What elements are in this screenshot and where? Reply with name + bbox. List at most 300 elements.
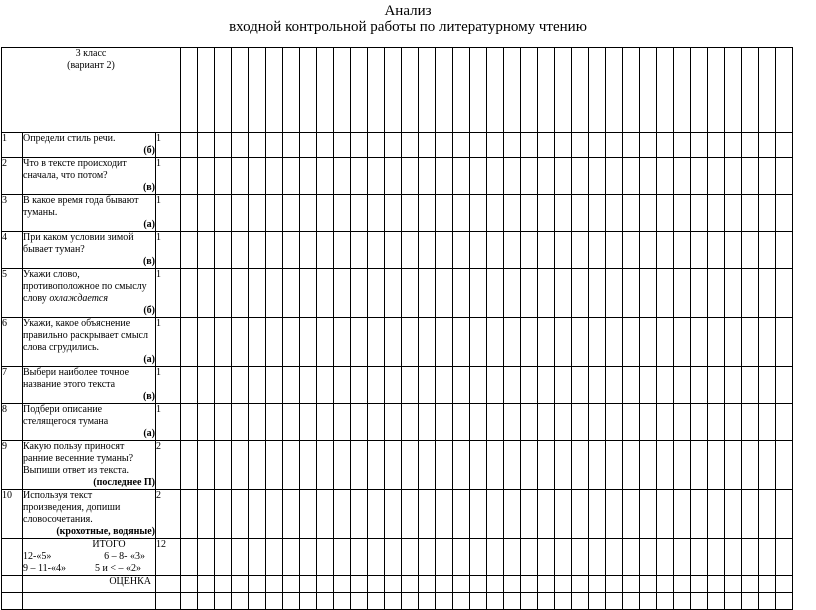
empty-cell bbox=[708, 133, 725, 158]
question-text: При каком условии зимой бывает туман? bbox=[23, 232, 134, 255]
empty-cell bbox=[657, 133, 674, 158]
empty-cell bbox=[759, 539, 776, 576]
empty-cell bbox=[674, 48, 691, 133]
empty-cell bbox=[691, 318, 708, 367]
empty-cell bbox=[504, 232, 521, 269]
itogo-cell bbox=[23, 539, 156, 576]
empty-cell bbox=[419, 367, 436, 404]
empty-cell bbox=[181, 133, 198, 158]
empty-cell bbox=[589, 441, 606, 490]
empty-cell bbox=[232, 367, 249, 404]
empty-cell bbox=[776, 158, 793, 195]
empty-cell bbox=[266, 576, 283, 593]
empty-cell bbox=[606, 48, 623, 133]
question-text-cell bbox=[23, 269, 156, 318]
question-points: 1 bbox=[156, 158, 181, 195]
empty-cell bbox=[521, 490, 538, 539]
empty-cell bbox=[725, 158, 742, 195]
empty-cell bbox=[419, 593, 436, 610]
empty-cell bbox=[708, 158, 725, 195]
empty-cell bbox=[623, 318, 640, 367]
empty-cell bbox=[368, 441, 385, 490]
empty-cell bbox=[487, 269, 504, 318]
empty-cell bbox=[691, 158, 708, 195]
question-points: 2 bbox=[156, 490, 181, 539]
empty-cell bbox=[351, 195, 368, 232]
empty-cell bbox=[742, 232, 759, 269]
empty-cell bbox=[317, 367, 334, 404]
empty-cell bbox=[759, 367, 776, 404]
empty-cell bbox=[385, 441, 402, 490]
empty-cell bbox=[215, 367, 232, 404]
empty-cell bbox=[300, 404, 317, 441]
question-text-cell bbox=[23, 133, 156, 158]
empty-cell bbox=[232, 404, 249, 441]
analysis-table bbox=[1, 47, 793, 610]
grades-line-1 bbox=[23, 551, 155, 563]
empty-cell bbox=[521, 269, 538, 318]
empty-cell bbox=[402, 576, 419, 593]
empty-cell bbox=[538, 441, 555, 490]
empty-cell bbox=[402, 539, 419, 576]
empty-cell bbox=[436, 269, 453, 318]
question-text: Подбери описание стелящегося тумана bbox=[23, 404, 109, 427]
empty-cell bbox=[198, 404, 215, 441]
empty-cell bbox=[776, 48, 793, 133]
empty-cell bbox=[504, 318, 521, 367]
question-points: 1 bbox=[156, 367, 181, 404]
empty-cell bbox=[555, 133, 572, 158]
empty-cell bbox=[725, 490, 742, 539]
empty-cell bbox=[572, 232, 589, 269]
empty-cell bbox=[419, 158, 436, 195]
empty-cell bbox=[249, 318, 266, 367]
answer-code: (в) bbox=[142, 182, 155, 193]
empty-cell bbox=[249, 48, 266, 133]
empty-cell bbox=[606, 404, 623, 441]
empty-cell bbox=[453, 133, 470, 158]
empty-cell bbox=[555, 367, 572, 404]
question-points: 1 bbox=[156, 133, 181, 158]
empty-cell bbox=[317, 269, 334, 318]
empty-cell bbox=[521, 232, 538, 269]
empty-cell bbox=[640, 593, 657, 610]
empty-cell bbox=[538, 367, 555, 404]
empty-cell bbox=[198, 318, 215, 367]
question-points: 2 bbox=[156, 441, 181, 490]
empty-cell bbox=[504, 158, 521, 195]
empty-cell bbox=[572, 404, 589, 441]
empty-cell bbox=[419, 490, 436, 539]
empty-cell bbox=[283, 269, 300, 318]
empty-cell bbox=[198, 441, 215, 490]
empty-cell bbox=[589, 404, 606, 441]
empty-cell bbox=[708, 269, 725, 318]
empty-cell bbox=[334, 48, 351, 133]
empty-cell bbox=[657, 269, 674, 318]
empty-cell bbox=[385, 404, 402, 441]
empty-cell bbox=[453, 593, 470, 610]
empty-cell bbox=[674, 441, 691, 490]
empty-cell bbox=[368, 133, 385, 158]
empty-cell bbox=[436, 539, 453, 576]
empty-cell bbox=[436, 158, 453, 195]
answer-code: (б) bbox=[143, 145, 155, 156]
class-label: 3 класс bbox=[75, 48, 107, 59]
empty-cell bbox=[283, 195, 300, 232]
empty-cell bbox=[334, 232, 351, 269]
empty-cell bbox=[351, 269, 368, 318]
empty-cell bbox=[181, 158, 198, 195]
empty-cell bbox=[232, 158, 249, 195]
empty-cell bbox=[351, 232, 368, 269]
empty-cell bbox=[708, 490, 725, 539]
question-text: Укажи слово, противоположное по смыслу слову bbox=[23, 269, 147, 304]
empty-cell bbox=[266, 48, 283, 133]
empty-cell bbox=[470, 490, 487, 539]
empty-cell bbox=[249, 158, 266, 195]
empty-cell bbox=[487, 576, 504, 593]
empty-cell bbox=[521, 441, 538, 490]
empty-cell bbox=[181, 593, 198, 610]
empty-cell bbox=[521, 367, 538, 404]
empty-cell bbox=[300, 318, 317, 367]
empty-cell bbox=[249, 593, 266, 610]
empty-cell bbox=[368, 195, 385, 232]
empty-cell bbox=[521, 593, 538, 610]
empty-cell bbox=[266, 195, 283, 232]
empty-cell bbox=[351, 48, 368, 133]
empty-cell bbox=[640, 576, 657, 593]
question-text: Укажи, какое объяснение правильно раскрывает смысл слова сгрудились. bbox=[23, 318, 148, 353]
empty-cell bbox=[606, 269, 623, 318]
empty-cell bbox=[266, 490, 283, 539]
empty-cell bbox=[657, 367, 674, 404]
empty-cell bbox=[776, 232, 793, 269]
question-number: 4 bbox=[2, 232, 23, 269]
empty-cell bbox=[504, 195, 521, 232]
empty-cell bbox=[266, 404, 283, 441]
empty-cell bbox=[538, 133, 555, 158]
empty-cell bbox=[300, 539, 317, 576]
empty-cell bbox=[521, 404, 538, 441]
empty-cell bbox=[657, 490, 674, 539]
empty-cell bbox=[776, 318, 793, 367]
empty-cell bbox=[759, 490, 776, 539]
empty-cell bbox=[759, 576, 776, 593]
question-points: 1 bbox=[156, 404, 181, 441]
empty-cell bbox=[198, 490, 215, 539]
table-row bbox=[2, 318, 793, 367]
question-points: 1 bbox=[156, 232, 181, 269]
table-row bbox=[2, 232, 793, 269]
empty-cell bbox=[708, 441, 725, 490]
empty-cell bbox=[215, 593, 232, 610]
empty-cell bbox=[725, 367, 742, 404]
empty-cell bbox=[623, 404, 640, 441]
empty-cell bbox=[606, 232, 623, 269]
empty-cell bbox=[181, 195, 198, 232]
empty-cell bbox=[453, 318, 470, 367]
empty-cell bbox=[776, 404, 793, 441]
empty-cell bbox=[283, 539, 300, 576]
empty-cell bbox=[657, 441, 674, 490]
empty-cell bbox=[402, 490, 419, 539]
empty-cell bbox=[215, 195, 232, 232]
empty-cell bbox=[759, 593, 776, 610]
empty-cell bbox=[708, 539, 725, 576]
empty-cell bbox=[555, 576, 572, 593]
empty-cell bbox=[300, 490, 317, 539]
empty-cell bbox=[436, 576, 453, 593]
empty-cell bbox=[521, 195, 538, 232]
empty-cell bbox=[470, 539, 487, 576]
empty-cell bbox=[249, 576, 266, 593]
empty-cell bbox=[725, 133, 742, 158]
empty-cell bbox=[470, 576, 487, 593]
empty-cell bbox=[759, 133, 776, 158]
empty-cell bbox=[419, 576, 436, 593]
empty-cell bbox=[453, 441, 470, 490]
table-row bbox=[2, 269, 793, 318]
empty-cell bbox=[521, 133, 538, 158]
empty-cell bbox=[2, 593, 23, 610]
empty-cell bbox=[623, 539, 640, 576]
answer-code: (б) bbox=[143, 305, 155, 316]
empty-cell bbox=[368, 48, 385, 133]
empty-cell bbox=[504, 593, 521, 610]
empty-cell bbox=[487, 441, 504, 490]
empty-cell bbox=[266, 133, 283, 158]
question-number: 3 bbox=[2, 195, 23, 232]
empty-cell bbox=[742, 158, 759, 195]
empty-cell bbox=[385, 48, 402, 133]
question-number: 7 bbox=[2, 367, 23, 404]
question-text-cell bbox=[23, 441, 156, 490]
empty-cell bbox=[742, 48, 759, 133]
empty-cell bbox=[640, 158, 657, 195]
empty-cell bbox=[300, 48, 317, 133]
empty-cell bbox=[317, 404, 334, 441]
empty-cell bbox=[198, 367, 215, 404]
empty-cell bbox=[283, 367, 300, 404]
empty-row bbox=[2, 593, 793, 610]
empty-cell bbox=[674, 490, 691, 539]
empty-cell bbox=[487, 158, 504, 195]
empty-cell bbox=[385, 539, 402, 576]
empty-cell bbox=[419, 195, 436, 232]
empty-cell bbox=[776, 441, 793, 490]
empty-cell bbox=[606, 158, 623, 195]
question-text: Что в тексте происходит сначала, что потом? bbox=[23, 158, 127, 181]
empty-cell bbox=[232, 195, 249, 232]
document-title: Анализ bbox=[384, 3, 432, 19]
empty-cell bbox=[334, 490, 351, 539]
empty-cell bbox=[283, 48, 300, 133]
empty-cell bbox=[521, 48, 538, 133]
empty-cell bbox=[300, 593, 317, 610]
empty-cell bbox=[657, 318, 674, 367]
empty-cell bbox=[538, 404, 555, 441]
empty-cell bbox=[589, 158, 606, 195]
empty-cell bbox=[623, 195, 640, 232]
empty-cell bbox=[436, 441, 453, 490]
empty-cell bbox=[368, 404, 385, 441]
answer-code: (крохотные, водяные) bbox=[56, 526, 155, 537]
empty-cell bbox=[691, 367, 708, 404]
empty-cell bbox=[436, 195, 453, 232]
empty-cell bbox=[538, 539, 555, 576]
empty-cell bbox=[725, 48, 742, 133]
question-text: Определи стиль речи. bbox=[23, 133, 116, 144]
empty-cell bbox=[419, 539, 436, 576]
empty-cell bbox=[317, 490, 334, 539]
question-text-cell bbox=[23, 490, 156, 539]
empty-cell bbox=[470, 441, 487, 490]
empty-cell bbox=[317, 593, 334, 610]
empty-cell bbox=[606, 576, 623, 593]
empty-cell bbox=[300, 367, 317, 404]
empty-cell bbox=[759, 318, 776, 367]
itogo-row bbox=[2, 539, 793, 576]
empty-cell bbox=[334, 133, 351, 158]
empty-cell bbox=[606, 195, 623, 232]
grade-5: 12-«5» bbox=[23, 551, 52, 562]
empty-cell bbox=[504, 441, 521, 490]
grades-line-2 bbox=[23, 563, 155, 575]
empty-cell bbox=[657, 539, 674, 576]
empty-cell bbox=[181, 48, 198, 133]
empty-cell bbox=[538, 490, 555, 539]
empty-cell bbox=[385, 133, 402, 158]
empty-cell bbox=[623, 367, 640, 404]
empty-cell bbox=[759, 158, 776, 195]
empty-cell bbox=[691, 490, 708, 539]
empty-cell bbox=[232, 576, 249, 593]
empty-cell bbox=[487, 48, 504, 133]
empty-cell bbox=[266, 367, 283, 404]
empty-cell bbox=[453, 539, 470, 576]
empty-cell bbox=[402, 441, 419, 490]
empty-cell bbox=[589, 318, 606, 367]
question-points: 1 bbox=[156, 318, 181, 367]
empty-cell bbox=[300, 269, 317, 318]
document-subtitle: входной контрольной работы по литературному чтению bbox=[229, 19, 587, 35]
empty-cell bbox=[453, 404, 470, 441]
table-row bbox=[2, 441, 793, 490]
empty-cell bbox=[402, 133, 419, 158]
empty-cell bbox=[317, 441, 334, 490]
question-number: 2 bbox=[2, 158, 23, 195]
empty-cell bbox=[708, 367, 725, 404]
empty-cell bbox=[453, 48, 470, 133]
empty-cell bbox=[215, 539, 232, 576]
question-text: Используя текст произведения, допиши словосочетания. bbox=[23, 490, 121, 525]
empty-cell bbox=[487, 490, 504, 539]
empty-cell bbox=[317, 539, 334, 576]
empty-cell bbox=[674, 318, 691, 367]
empty-cell bbox=[436, 318, 453, 367]
empty-cell bbox=[674, 576, 691, 593]
empty-cell bbox=[470, 48, 487, 133]
empty-cell bbox=[572, 576, 589, 593]
empty-cell bbox=[759, 441, 776, 490]
empty-cell bbox=[725, 576, 742, 593]
empty-cell bbox=[23, 593, 156, 610]
empty-cell bbox=[181, 539, 198, 576]
empty-cell bbox=[215, 441, 232, 490]
empty-cell bbox=[538, 232, 555, 269]
empty-cell bbox=[725, 539, 742, 576]
empty-cell bbox=[368, 367, 385, 404]
empty-cell bbox=[249, 404, 266, 441]
empty-cell bbox=[776, 195, 793, 232]
question-text-cell bbox=[23, 404, 156, 441]
empty-cell bbox=[266, 232, 283, 269]
answer-code: (в) bbox=[142, 391, 155, 402]
empty-cell bbox=[640, 269, 657, 318]
empty-cell bbox=[538, 195, 555, 232]
empty-cell bbox=[198, 593, 215, 610]
empty-cell bbox=[232, 593, 249, 610]
empty-cell bbox=[198, 232, 215, 269]
empty-cell bbox=[640, 490, 657, 539]
empty-cell bbox=[198, 576, 215, 593]
question-text: Какую пользу приносят ранние весенние туманы? Выпиши ответ из текста. bbox=[23, 441, 134, 476]
empty-cell bbox=[351, 318, 368, 367]
empty-cell bbox=[232, 318, 249, 367]
empty-cell bbox=[589, 232, 606, 269]
question-points: 1 bbox=[156, 269, 181, 318]
empty-cell bbox=[368, 576, 385, 593]
empty-cell bbox=[538, 593, 555, 610]
question-text: Выбери наиболее точное название этого текста bbox=[23, 367, 130, 390]
table-row bbox=[2, 133, 793, 158]
empty-cell bbox=[776, 576, 793, 593]
empty-cell bbox=[334, 318, 351, 367]
empty-cell bbox=[266, 318, 283, 367]
empty-cell bbox=[232, 441, 249, 490]
question-text-cell bbox=[23, 232, 156, 269]
empty-cell bbox=[402, 195, 419, 232]
empty-cell bbox=[232, 232, 249, 269]
table-row bbox=[2, 367, 793, 404]
empty-cell bbox=[453, 269, 470, 318]
empty-cell bbox=[181, 490, 198, 539]
empty-cell bbox=[283, 318, 300, 367]
empty-cell bbox=[198, 48, 215, 133]
grade-2: 5 и < – «2» bbox=[95, 563, 141, 574]
empty-cell bbox=[351, 539, 368, 576]
empty-cell bbox=[249, 367, 266, 404]
empty-cell bbox=[351, 593, 368, 610]
empty-cell bbox=[419, 269, 436, 318]
empty-cell bbox=[385, 367, 402, 404]
empty-cell bbox=[725, 441, 742, 490]
empty-cell bbox=[589, 367, 606, 404]
empty-cell bbox=[572, 158, 589, 195]
empty-cell bbox=[691, 48, 708, 133]
table-row bbox=[2, 404, 793, 441]
empty-cell bbox=[215, 576, 232, 593]
empty-cell bbox=[351, 490, 368, 539]
empty-cell bbox=[317, 232, 334, 269]
empty-cell bbox=[232, 269, 249, 318]
empty-cell bbox=[402, 48, 419, 133]
empty-cell bbox=[317, 195, 334, 232]
empty-cell bbox=[640, 367, 657, 404]
empty-cell bbox=[776, 269, 793, 318]
